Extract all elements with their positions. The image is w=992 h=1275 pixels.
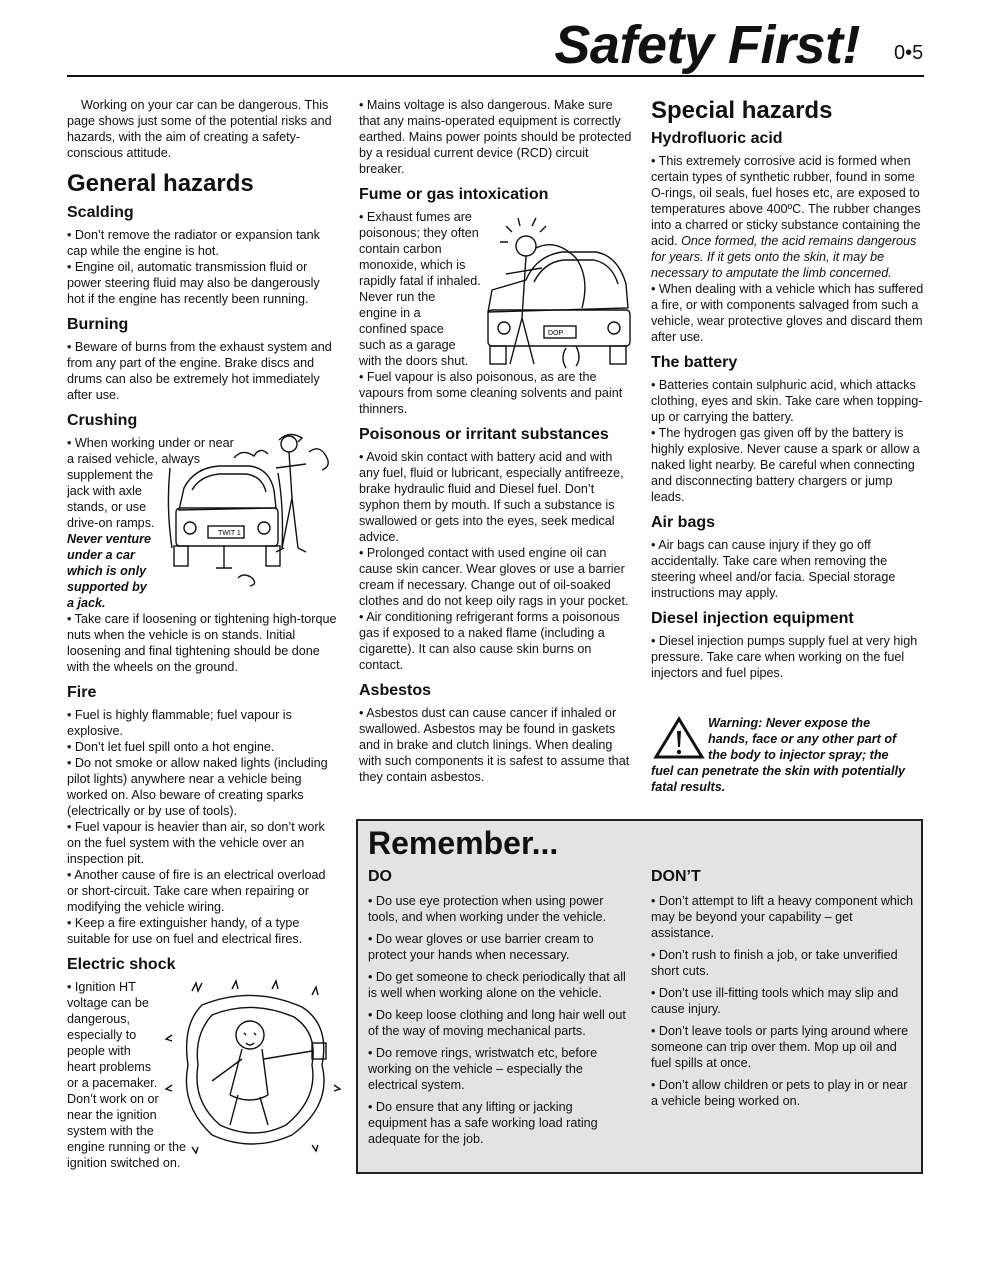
- crushing-warning-line: under a car: [67, 548, 135, 562]
- dont-item: • Don’t attempt to lift a heavy component which may be beyond your capability – get assistance.: [651, 894, 914, 940]
- fume-line: contain carbon: [359, 242, 442, 256]
- shock-line: Don’t work on or: [67, 1092, 159, 1106]
- dont-item: • Don’t allow children or pets to play in or near a vehicle being worked on.: [651, 1078, 908, 1108]
- dont-column: [651, 867, 913, 1115]
- crushing-line: jack with axle: [67, 484, 142, 498]
- warning-text-top: [708, 715, 924, 763]
- poison-heading: Poisonous or irritant substances: [359, 426, 609, 443]
- mains-text: • Mains voltage is also dangerous. Make sure that any mains-operated equipment is correctly earthed. Mains power points should be protected by a residual current device (RCD) circuit breaker.: [359, 98, 632, 176]
- crushing-text-2: • Take care if loosening or tightening high-torque nuts when the vehicle is on stands. Initial loosening and final tightening should be done with the wheels on the ground.: [67, 612, 337, 674]
- middle-column: [359, 97, 633, 785]
- hydrofluoric-heading: Hydrofluoric acid: [651, 130, 783, 147]
- fume-line: monoxide, which is: [359, 258, 466, 272]
- crushing-warning-line: a jack.: [67, 596, 106, 610]
- crushing-line: • When working under or near: [67, 436, 234, 450]
- fume-line: confined space: [359, 322, 444, 336]
- fire-text-3: • Do not smoke or allow naked lights (including pilot lights) anywhere near a vehicle being worked on. Also beware of creating sparks: [67, 756, 328, 802]
- asbestos-heading: Asbestos: [359, 682, 432, 699]
- crushing-warning-line: Never venture: [67, 532, 151, 546]
- fume-text-2: • Fuel vapour is also poisonous, as are the vapours from some cleaning solvents and paint thinners.: [359, 370, 623, 416]
- battery-text-2: • The hydrogen gas given off by the battery is highly explosive. Never cause a spark or allow a naked light nearby. Be careful when connecting and disconnecting battery chargers or jump leads.: [651, 426, 920, 504]
- electric-shock-heading: Electric shock: [67, 956, 176, 973]
- poison-text-1: • Avoid skin contact with battery acid and with any fuel, fluid or lubricant, especially antifreeze, brake hydraulic fluid and Diesel fuel. Don’t syphon them by mouth. If such a substance is swallowed or gets into the eyes, seek medical advice.: [359, 450, 624, 544]
- car-plate-text: TWIT 1: [218, 530, 241, 537]
- fume-line: Never run the: [359, 290, 436, 304]
- header-rule: [67, 75, 924, 77]
- fume-plate-text: DOP: [548, 330, 564, 337]
- airbags-heading: Air bags: [651, 514, 716, 531]
- diesel-text: • Diesel injection pumps supply fuel at very high pressure. Take care when working on the fuel injectors and fuel pipes.: [651, 634, 918, 680]
- poison-text-2: • Prolonged contact with used engine oil can cause skin cancer. Wear gloves or use a barrier cream if necessary. Change out of oil-soaked clothes and do not keep oily rags in your pocket.: [359, 546, 629, 608]
- hydrofluoric-text-1-italic: Once formed, the acid remains dangerous for years. If it gets onto the skin, it may be necessary to amputate the limb concerned.: [651, 234, 917, 280]
- hydrofluoric-text-1-plain: • This extremely corrosive acid is formed when certain types of synthetic rubber, found in some O-rings, oil seals, fuel hoses etc, are exposed to temperatures above 400ºC. The rubber changes into a charred or sticky substance containing the acid.: [651, 154, 921, 248]
- scalding-heading: Scalding: [67, 204, 134, 221]
- electric-shock-illustration: [172, 985, 340, 1153]
- car-on-jack-illustration: [164, 428, 340, 588]
- do-column: [368, 867, 630, 1153]
- do-item: • Do remove rings, wristwatch etc, before working on the vehicle – especially the electrical system.: [368, 1046, 598, 1092]
- asbestos-text: • Asbestos dust can cause cancer if inhaled or swallowed. Asbestos may be found in gaskets and in brake and clutch linings. When dealing with such components it is safest to assume that they contain asbestos.: [359, 706, 630, 784]
- dont-item: • Don’t leave tools or parts lying around where someone can trip over them. Mop up oil and fuel spills at once.: [651, 1024, 909, 1070]
- battery-heading: The battery: [651, 354, 738, 371]
- scalding-text-1: • Don’t remove the radiator or expansion tank cap while the engine is hot.: [67, 228, 320, 258]
- general-hazards-heading: General hazards: [67, 170, 254, 197]
- fire-text-1: • Fuel is highly flammable; fuel vapour is explosive.: [67, 708, 292, 738]
- remember-box: [356, 819, 923, 1174]
- fume-line: rapidly fatal if inhaled.: [359, 274, 481, 288]
- shock-line: • Ignition HT: [67, 980, 136, 994]
- fume-heading: Fume or gas intoxication: [359, 186, 549, 203]
- shock-line: voltage can be: [67, 996, 149, 1010]
- crushing-heading: Crushing: [67, 412, 138, 429]
- shock-line: ignition switched on.: [67, 1156, 181, 1170]
- fire-text-3b: (electrically or by use of tools).: [67, 804, 238, 818]
- fume-line: poisonous; they often: [359, 226, 479, 240]
- page-number: 0•5: [894, 42, 924, 64]
- scalding-text-2: • Engine oil, automatic transmission fluid or power steering fluid may also be dangerously hot if the engine has recently been running.: [67, 260, 320, 306]
- do-heading: DO: [368, 868, 392, 885]
- dont-item: • Don’t rush to finish a job, or take unverified short cuts.: [651, 948, 898, 978]
- fire-text-2: • Don’t let fuel spill onto a hot engine.: [67, 740, 275, 754]
- remember-title: Remember...: [368, 825, 559, 861]
- do-item: • Do get someone to check periodically that all is well when working alone on the vehicle.: [368, 970, 626, 1000]
- burning-heading: Burning: [67, 316, 129, 333]
- crushing-line: supplement the: [67, 468, 154, 482]
- hydrofluoric-text-2: • When dealing with a vehicle which has suffered a fire, or with components salvaged from such a vehicle, wear protective gloves and discard them after use.: [651, 282, 924, 344]
- fire-text-5: • Another cause of fire is an electrical overload or short-circuit. Take care when repairing or modifying the vehicle wiring.: [67, 868, 326, 914]
- intro-text: Working on your car can be dangerous. This page shows just some of the potential risks and hazards, with the aim of creating a safety-conscious attitude.: [67, 98, 332, 160]
- poison-text-3: • Air conditioning refrigerant forms a poisonous gas if exposed to a naked flame (including a cigarette). It can also cause skin burns on contact.: [359, 610, 620, 672]
- right-column: [651, 97, 925, 681]
- crushing-warning-line: which is only: [67, 564, 147, 578]
- do-item: • Do use eye protection when using power tools, and when working under the vehicle.: [368, 894, 607, 924]
- hydrofluoric-text-1: [651, 153, 925, 281]
- airbags-text: • Air bags can cause injury if they go off accidentally. Take care when removing the steering wheel and/or facia. Special storage instructions may apply.: [651, 538, 896, 600]
- shock-line: heart problems: [67, 1060, 151, 1074]
- fume-line: such as a garage: [359, 338, 456, 352]
- fume-line: with the doors shut.: [359, 354, 469, 368]
- fire-text-4: • Fuel vapour is heavier than air, so don’t work on the fuel system with the vehicle over an inspection pit.: [67, 820, 325, 866]
- shock-line: system with the: [67, 1124, 154, 1138]
- battery-text-1: • Batteries contain sulphuric acid, which attacks clothing, eyes and skin. Take care when topping-up or carrying the battery.: [651, 378, 923, 424]
- do-item: • Do keep loose clothing and long hair well out of the way of moving mechanical parts.: [368, 1008, 626, 1038]
- crushing-line: a raised vehicle, always: [67, 452, 200, 466]
- warning-triangle-icon: [653, 716, 705, 760]
- fire-text-6: • Keep a fire extinguisher handy, of a type suitable for use on fuel and electrical fires.: [67, 916, 303, 946]
- shock-line: dangerous,: [67, 1012, 131, 1026]
- shock-line: near the ignition: [67, 1108, 157, 1122]
- shock-line: people with: [67, 1044, 131, 1058]
- fire-heading: Fire: [67, 684, 97, 701]
- shock-line: engine running or the: [67, 1140, 187, 1154]
- dont-item: • Don’t use ill-fitting tools which may slip and cause injury.: [651, 986, 899, 1016]
- special-hazards-heading: Special hazards: [651, 97, 833, 124]
- shock-line: especially to: [67, 1028, 137, 1042]
- burning-text: • Beware of burns from the exhaust system and from any part of the engine. Brake discs and drums can also be extremely hot immediately after use.: [67, 340, 332, 402]
- crushing-warning-line: supported by: [67, 580, 147, 594]
- exhaust-fume-illustration: [486, 218, 634, 370]
- fume-line: • Exhaust fumes are: [359, 210, 472, 224]
- warning-line: hands, face or any other part of: [708, 732, 897, 746]
- warning-line: fuel can penetrate the skin with potentially fatal results.: [651, 764, 906, 794]
- crushing-line: stands, or use: [67, 500, 147, 514]
- do-item: • Do ensure that any lifting or jacking equipment has a safe working load rating adequate for the job.: [368, 1100, 598, 1146]
- diesel-heading: Diesel injection equipment: [651, 610, 854, 627]
- do-item: • Do wear gloves or use barrier cream to protect your hands when necessary.: [368, 932, 594, 962]
- warning-line: Warning: Never expose the: [708, 716, 871, 730]
- dont-heading: DON’T: [651, 868, 701, 885]
- shock-line: or a pacemaker.: [67, 1076, 158, 1090]
- fume-line: engine in a: [359, 306, 421, 320]
- page-title: Safety First!: [554, 15, 860, 75]
- warning-line: the body to injector spray; the: [708, 748, 889, 762]
- crushing-line: drive-on ramps.: [67, 516, 155, 530]
